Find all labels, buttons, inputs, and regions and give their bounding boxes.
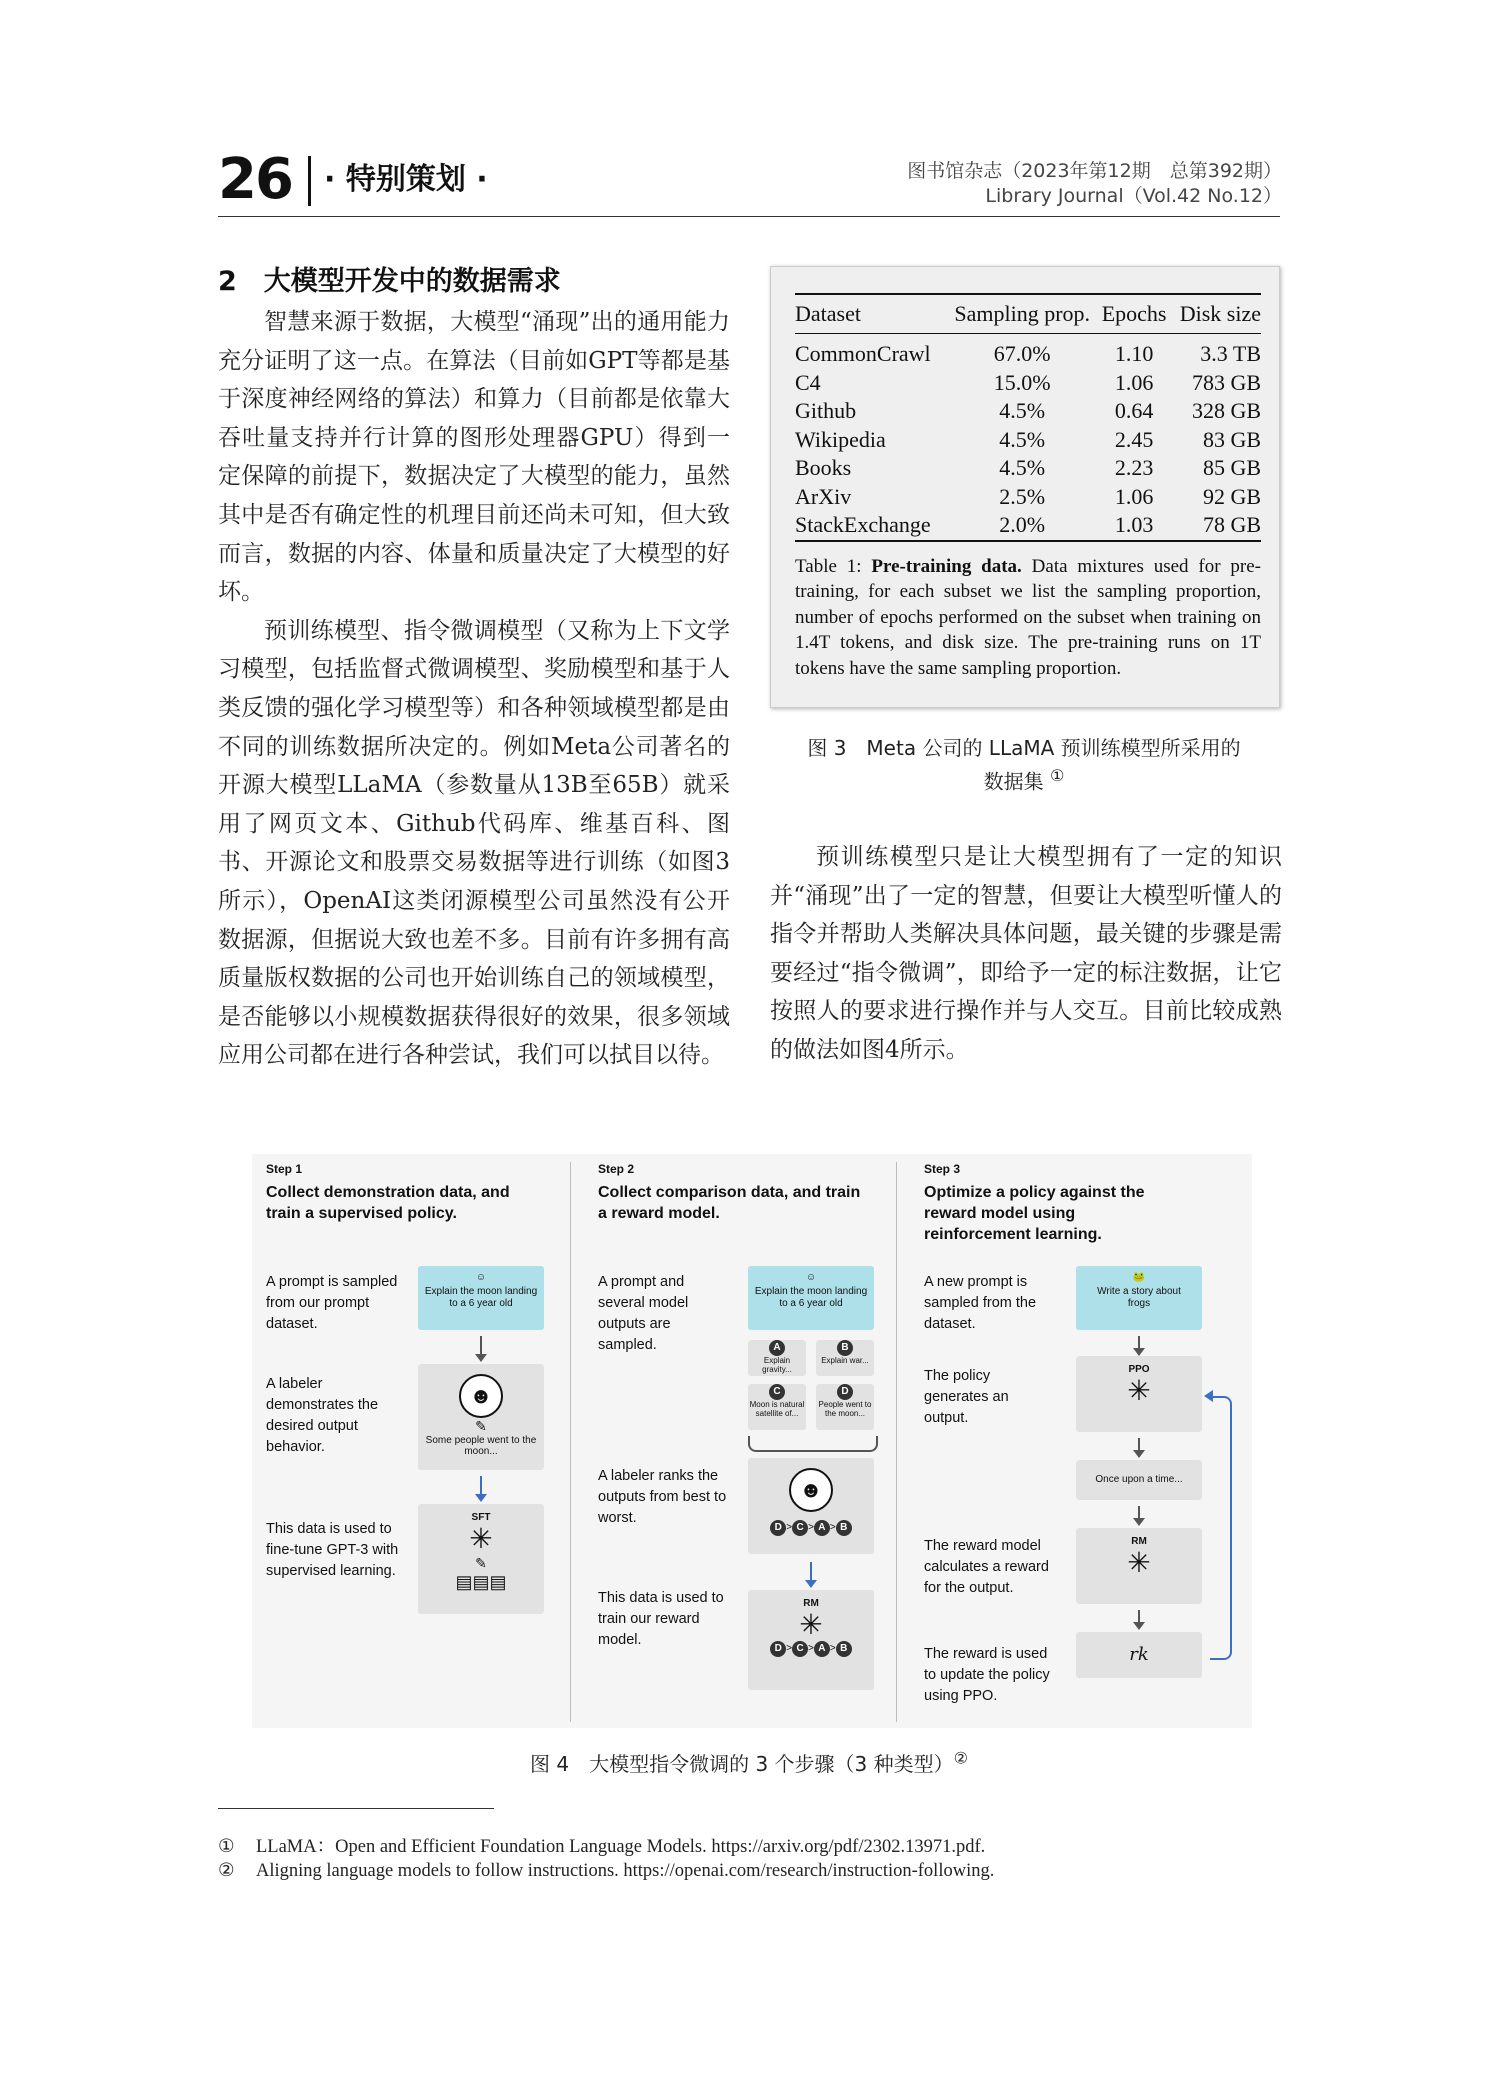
step3-prompt-text: Write a story about frogs [1097,1286,1181,1309]
cell-disk: 85 GB [1202,455,1261,480]
flow-arrow [810,1562,812,1582]
cell-disk: 328 GB [1191,398,1261,423]
figure-3-caption [770,734,1278,796]
moon-icon: ☺ [805,1272,817,1283]
option-b-badge: B [837,1340,853,1356]
step2-prompt-text: Explain the moon landing to a 6 year old [754,1286,868,1309]
step-divider [570,1162,571,1722]
step1-label: Step 1 [266,1162,303,1176]
step1-demo-text: Some people went to the moon... [425,1435,537,1457]
step-divider [896,1162,897,1722]
right-column [770,838,1282,1070]
cell-epochs: 2.23 [1114,455,1154,480]
step3-desc-1: A new prompt is sampled from the dataset. [924,1274,1037,1332]
cell-sampling: 4.5% [999,455,1046,480]
cell-disk: 783 GB [1191,369,1261,395]
cell-dataset: Books [795,455,852,480]
figure-4-caption-text: 图 4 大模型指令微调的 3 个步骤（3 种类型） [530,1752,954,1776]
option-c-text: Moon is natural satellite of... [749,1400,805,1418]
step2-title: Collect comparison data, and train a reward model. [598,1184,861,1222]
ranking-row [748,1520,874,1536]
reward-box: rk [1076,1632,1202,1678]
step1-desc-3: This data is used to fine-tune GPT-3 with supervised learning. [266,1521,399,1579]
paragraph-2: 预训练模型、指令微调模型（又称为上下文学习模型，包括监督式微调模型、奖励模型和基于人类反馈的强化学习模型等）和各种领域模型都是由不同的训练数据所决定的。例如Meta公司著名的开源大模型LLaMA（参数量从13B至65B）就采用了网页文本、Github代码库、维基百科、图书、开源论文和股票交易数据等进行训练（如图3所示），OpenAI这类闭源模型公司虽然没有公开数据源，但据说大致也差不多。目前有许多拥有高质量版权数据的公司也开始训练自己的领域模型，是否能够以小规模数据获得很好的效果，很多领域应用公司都在进行各种尝试，我们可以拭目以待。 [218,617,730,1069]
cell-disk: 78 GB [1202,512,1261,537]
cell-sampling: 2.5% [999,483,1046,509]
cell-dataset: CommonCrawl [795,341,931,366]
cell-dataset: C4 [795,369,821,395]
rank-gt: > [808,1522,814,1533]
step3-ppo-box [1076,1356,1202,1432]
header-rule [218,216,1280,217]
rank-gt: > [829,1643,836,1654]
rank-gt: > [829,1522,836,1533]
rank-gt: > [786,1522,793,1533]
feedback-loop-arrow [1210,1396,1232,1660]
col-header-dataset: Dataset [795,294,946,334]
footnote-2-mark: ② [218,1861,235,1881]
cell-epochs: 1.10 [1114,341,1154,366]
footnote-mark-1: ① [1050,766,1065,785]
step2-label: Step 2 [598,1162,635,1176]
cell-epochs: 1.03 [1114,512,1154,537]
step2-rm-box [748,1590,874,1690]
footnote-2-text: Aligning language models to follow instructions. https://openai.com/research/instruction-following. [256,1861,995,1881]
pretraining-data-table [795,293,1261,542]
footnote-rule [218,1808,494,1809]
pencil-icon: ✎ [475,1555,487,1571]
rank-gt: > [808,1643,814,1654]
network-icon: ✳ [1127,1547,1151,1578]
step1-desc-1: A prompt is sampled from our prompt dataset. [266,1274,398,1332]
option-d-badge: D [837,1384,853,1400]
table-header-row [795,294,1261,334]
footnote-1-text: LLaMA：Open and Efficient Foundation Language Models. https://arxiv.org/pdf/2302.13971.pdf. [256,1837,986,1857]
step3-desc-3: The reward model calculates a reward for the output. [924,1538,1049,1596]
cell-dataset: Github [795,398,857,423]
cell-epochs: 2.45 [1114,426,1154,452]
step1-sft-box [418,1504,544,1614]
figure-3-caption-line1: 图 3 Meta 公司的 LLaMA 预训练模型所采用的 [807,736,1241,760]
network-icon: ✳ [469,1523,493,1554]
step2-prompt-box [748,1266,874,1330]
output-option-c [748,1384,806,1430]
ppo-label: PPO [1128,1364,1150,1375]
footnote-2 [218,1860,994,1882]
cell-epochs: 0.64 [1114,398,1154,423]
rank-a: A [814,1520,830,1536]
rank-a: A [814,1641,830,1657]
table-caption [795,554,1261,682]
cell-sampling: 4.5% [999,426,1046,452]
step1-title: Collect demonstration data, and train a supervised policy. [266,1184,510,1222]
feedback-arrowhead [1204,1390,1213,1402]
cell-sampling: 67.0% [993,341,1051,366]
page-number: 26 [218,147,292,212]
network-icon: ✳ [799,1609,823,1640]
brace-connector [748,1436,878,1452]
rm-label: RM [1131,1536,1147,1547]
table-row [795,426,1261,455]
table-row [795,511,1261,541]
step2-desc-1: A prompt and several model outputs are sampled. [598,1274,689,1353]
rank-c: C [792,1520,808,1536]
documents-icon: ▤▤▤ [455,1572,507,1592]
cell-epochs: 1.06 [1114,369,1154,395]
output-option-b [816,1340,874,1376]
cell-sampling: 15.0% [993,369,1051,395]
flow-arrow [480,1336,482,1356]
option-a-text: Explain gravity... [762,1356,792,1374]
step1-prompt-box [418,1266,544,1330]
table-row [795,334,1261,369]
left-column [218,303,730,1075]
flow-arrow [1138,1610,1140,1624]
rm-label: RM [803,1598,819,1609]
rank-b: B [836,1520,852,1536]
cell-dataset: StackExchange [795,512,931,537]
step2-desc-2: A labeler ranks the outputs from best to worst. [598,1468,727,1526]
step2-ranking-box [748,1458,874,1554]
figure-3-caption-line2: 数据集 [983,769,1044,794]
step1-prompt-text: Explain the moon landing to a 6 year old [424,1286,538,1309]
cell-sampling: 4.5% [999,398,1046,423]
option-d-text: People went to the moon... [818,1400,872,1418]
step3-desc-4: The reward is used to update the policy using PPO. [924,1646,1050,1704]
option-b-text: Explain war... [821,1356,869,1365]
figure-3-table-image [770,266,1280,708]
rank-d: D [770,1641,786,1657]
step3-desc-2: The policy generates an output. [924,1368,1009,1426]
col-header-sampling: Sampling prop. [946,294,1097,334]
footnote-1-mark: ① [218,1837,235,1857]
frog-icon: 🐸 [1132,1272,1146,1283]
cell-disk: 83 GB [1202,426,1261,452]
paragraph-1: 智慧来源于数据，大模型“涌现”出的通用能力充分证明了这一点。在算法（目前如GPT等都是基于深度神经网络的算法）和算力（目前都是依靠大吞吐量支持并行计算的图形处理器GPU）得到一定保障的前提下，数据决定了大模型的能力，虽然其中是否有确定性的机理目前还尚未可知，但大致而言，数据的内容、体量和质量决定了大模型的好坏。 [218,309,730,606]
table-row [795,454,1261,483]
journal-title-cn: 图书馆杂志（2023年第12期 总第392期） [907,160,1282,182]
cell-disk: 3.3 TB [1200,341,1261,366]
col-header-disk: Disk size [1170,294,1261,334]
table-caption-bold: Pre-training data. [871,555,1022,577]
network-icon: ✳ [1127,1375,1151,1406]
ranking-row [748,1641,874,1657]
output-option-a [748,1340,806,1376]
moon-icon: ☺ [475,1272,487,1283]
pencil-icon: ✎ [475,1418,487,1434]
header-divider [308,156,311,206]
step3-rm-box [1076,1528,1202,1604]
footnote-mark-2: ② [953,1748,968,1768]
table-row [795,397,1261,426]
step2-desc-3: This data is used to train our reward model. [598,1590,724,1648]
step3-title: Optimize a policy against the reward model using reinforcement learning. [924,1184,1145,1243]
journal-title-en: Library Journal（Vol.42 No.12） [985,185,1282,207]
cell-dataset: ArXiv [795,483,852,509]
rank-c: C [792,1641,808,1657]
table-caption-text: Data mixtures used for pre-training, for each subset we list the sampling proportion, number of epochs performed on the subset when training on 1.4T tokens, and disk size. The pre-training runs on 1T tokens have the same sampling proportion. [795,555,1261,679]
labeler-icon: ☻ [459,1374,503,1418]
rank-b: B [836,1641,852,1657]
rank-gt: > [786,1643,793,1654]
table-row [795,483,1261,512]
figure-4-diagram [252,1154,1252,1728]
footnote-1 [218,1832,985,1858]
step3-label: Step 3 [924,1162,961,1176]
option-a-badge: A [769,1340,785,1356]
cell-disk: 92 GB [1202,483,1261,509]
flow-arrow [1138,1438,1140,1452]
table-caption-label: Table 1: [795,555,872,577]
rank-d: D [770,1520,786,1536]
flow-arrow [480,1476,482,1496]
table-row [795,369,1261,398]
labeler-icon: ☻ [789,1468,833,1512]
cell-epochs: 1.06 [1114,483,1154,509]
section-heading: 2 大模型开发中的数据需求 [218,266,561,297]
sft-label: SFT [471,1512,491,1523]
section-label: · 特别策划 · [324,162,488,197]
step3-prompt-box [1076,1266,1202,1330]
flow-arrow [1138,1336,1140,1350]
step1-desc-2: A labeler demonstrates the desired output behavior. [266,1376,379,1455]
cell-dataset: Wikipedia [795,426,886,452]
col-header-epochs: Epochs [1098,294,1170,334]
paragraph-3: 预训练模型只是让大模型拥有了一定的知识并“涌现”出了一定的智慧，但要让大模型听懂人的指令并帮助人类解决具体问题，最关键的步骤是需要经过“指令微调”，即给予一定的标注数据，让它按照人的要求进行操作并与人交互。目前比较成熟的做法如图4所示。 [770,844,1282,1063]
figure-4-caption [218,1748,1280,1777]
output-option-d [816,1384,874,1430]
step1-labeler-box [418,1364,544,1470]
cell-sampling: 2.0% [999,512,1046,537]
option-c-badge: C [769,1384,785,1400]
step3-output-box: Once upon a time... [1076,1460,1202,1500]
flow-arrow [1138,1506,1140,1520]
